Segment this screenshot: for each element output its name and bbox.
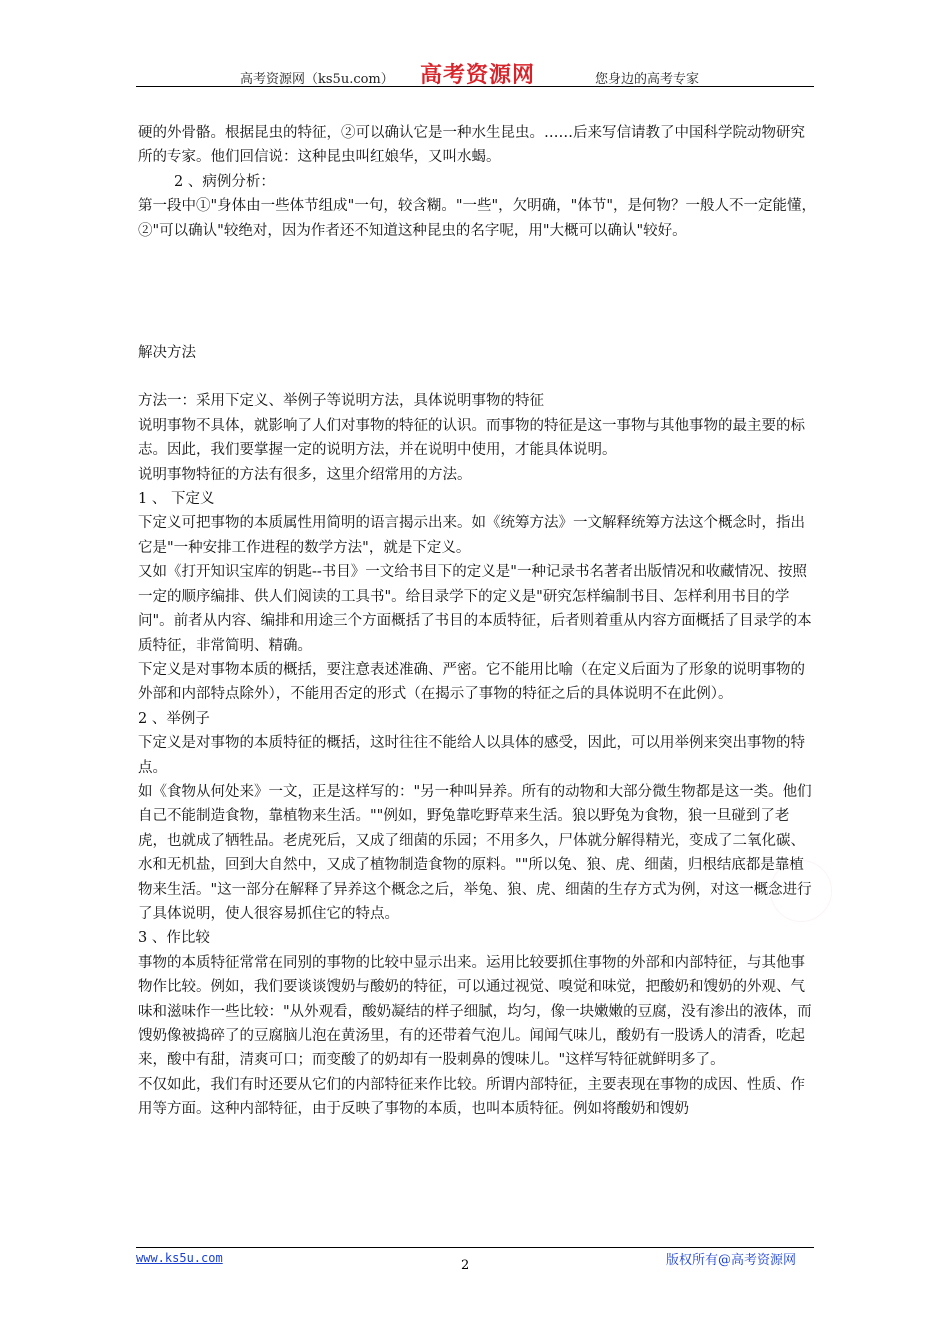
header-site-name: 高考资源网（ks5u.com） [240, 72, 394, 87]
section-heading: 2 、病例分析： [174, 173, 275, 190]
paragraph: 下定义是对事物的本质特征的概括，这时往往不能给人以具体的感受，因此，可以用举例来突出事物的特点。 [138, 735, 805, 776]
section-heading: 2 、举例子 [138, 710, 210, 727]
footer-divider [136, 1247, 814, 1248]
paragraph: 下定义是对事物本质的概括，要注意表述准确、严密。它不能用比喻（在定义后面为了形象的说明事物的外部和内部特点除外），不能用否定的形式（在揭示了事物的特征之后的具体说明不在此例）。 [138, 661, 805, 703]
header-logo: 高考资源网 [420, 63, 536, 88]
page-header [136, 56, 814, 88]
footer-copyright: 版权所有@高考资源网 [666, 1253, 797, 1268]
paragraph: 第一段中①"身体由一些体节组成"一句，较含糊。"一些"，欠明确，"体节"，是何物？一般人不一定能懂，②"可以确认"较绝对，因为作者还不知道这种昆虫的名字呢，用"大概可以确认"较好。 [138, 198, 817, 239]
paragraph: 硬的外骨骼。根据昆虫的特征，②可以确认它是一种水生昆虫。……后来写信请教了中国科学院动物研究所的专家。他们回信说：这种昆虫叫红娘华，又叫水蝎。 [138, 125, 805, 166]
paragraph: 又如《打开知识宝库的钥匙--书目》一文给书目下的定义是"一种记录书名著者出版情况和收藏情况、按照一定的顺序编排、供人们阅读的工具书"。给目录学下的定义是"研究怎样编制书目、怎样利用书目的学问"。前者从内容、编排和用途三个方面概括了书目的本质特征，后者则着重从内容方面概括了目录学的本质特征，非常简明、精确。 [138, 564, 812, 654]
paragraph: 说明事物不具体，就影响了人们对事物的特征的认识。而事物的特征是这一事物与其他事物的最主要的标志。因此，我们要掌握一定的说明方法，并在说明中使用，才能具体说明。 [138, 417, 805, 459]
footer-link[interactable]: www.ks5u.com [136, 1251, 223, 1265]
paragraph: 不仅如此，我们有时还要从它们的内部特征来作比较。所谓内部特征，主要表现在事物的成因、性质、作用等方面。这种内部特征，由于反映了事物的本质，也叫本质特征。例如将酸奶和馊奶 [138, 1076, 805, 1118]
section-heading: 3 、作比较 [138, 930, 210, 947]
spacer [138, 365, 816, 389]
spacer [138, 243, 816, 341]
header-slogan: 您身边的高考专家 [595, 72, 700, 87]
paragraph: 如《食物从何处来》一文，正是这样写的："另一种叫异养。所有的动物和大部分微生物都是这一类。他们自己不能制造食物，靠植物来生活。""例如，野兔靠吃野草来生活。狼以野兔为食物，狼一旦碰到了老虎，也就成了牺牲品。老虎死后，又成了细菌的乐园；不用多久，尸体就分解得精光，变成了二氧化碳、水和无机盐，回到大自然中，又成了植物制造食物的原料。""所以兔、狼、虎、细菌，归根结底都是靠植物来生活。"这一部分在解释了异养这个概念之后，举兔、狼、虎、细菌的生存方式为例，对这一概念进行了具体说明，使人很容易抓住它的特点。 [138, 783, 812, 922]
paragraph: 说明事物特征的方法有很多，这里介绍常用的方法。 [138, 466, 472, 483]
header-divider [136, 86, 814, 87]
paragraph: 事物的本质特征常常在同别的事物的比较中显示出来。运用比较要抓住事物的外部和内部特征，与其他事物作比较。例如，我们要谈谈馊奶与酸奶的特征，可以通过视觉、嗅觉和味觉，把酸奶和馊奶的外观、气味和滋味作一些比较："从外观看，酸奶凝结的样子细腻，均匀，像一块嫩嫩的豆腐，没有渗出的液体，而馊奶像被捣碎了的豆腐脑儿泡在黄汤里，有的还带着气泡儿。闻闻气味儿，酸奶有一股诱人的清香，吃起来，酸中有甜，清爽可口；而变酸了的奶却有一股刺鼻的馊味儿。"这样写特征就鲜明多了。 [138, 954, 812, 1069]
section-heading: 1 、 下定义 [138, 491, 215, 508]
page-number: 2 [461, 1258, 470, 1273]
section-heading: 解决方法 [138, 345, 196, 362]
paragraph: 下定义可把事物的本质属性用简明的语言揭示出来。如《统筹方法》一文解释统筹方法这个概念时，指出它是"一种安排工作进程的数学方法"，就是下定义。 [138, 515, 805, 556]
document-body [138, 121, 816, 1122]
section-heading: 方法一：采用下定义、举例子等说明方法，具体说明事物的特征 [138, 393, 544, 410]
